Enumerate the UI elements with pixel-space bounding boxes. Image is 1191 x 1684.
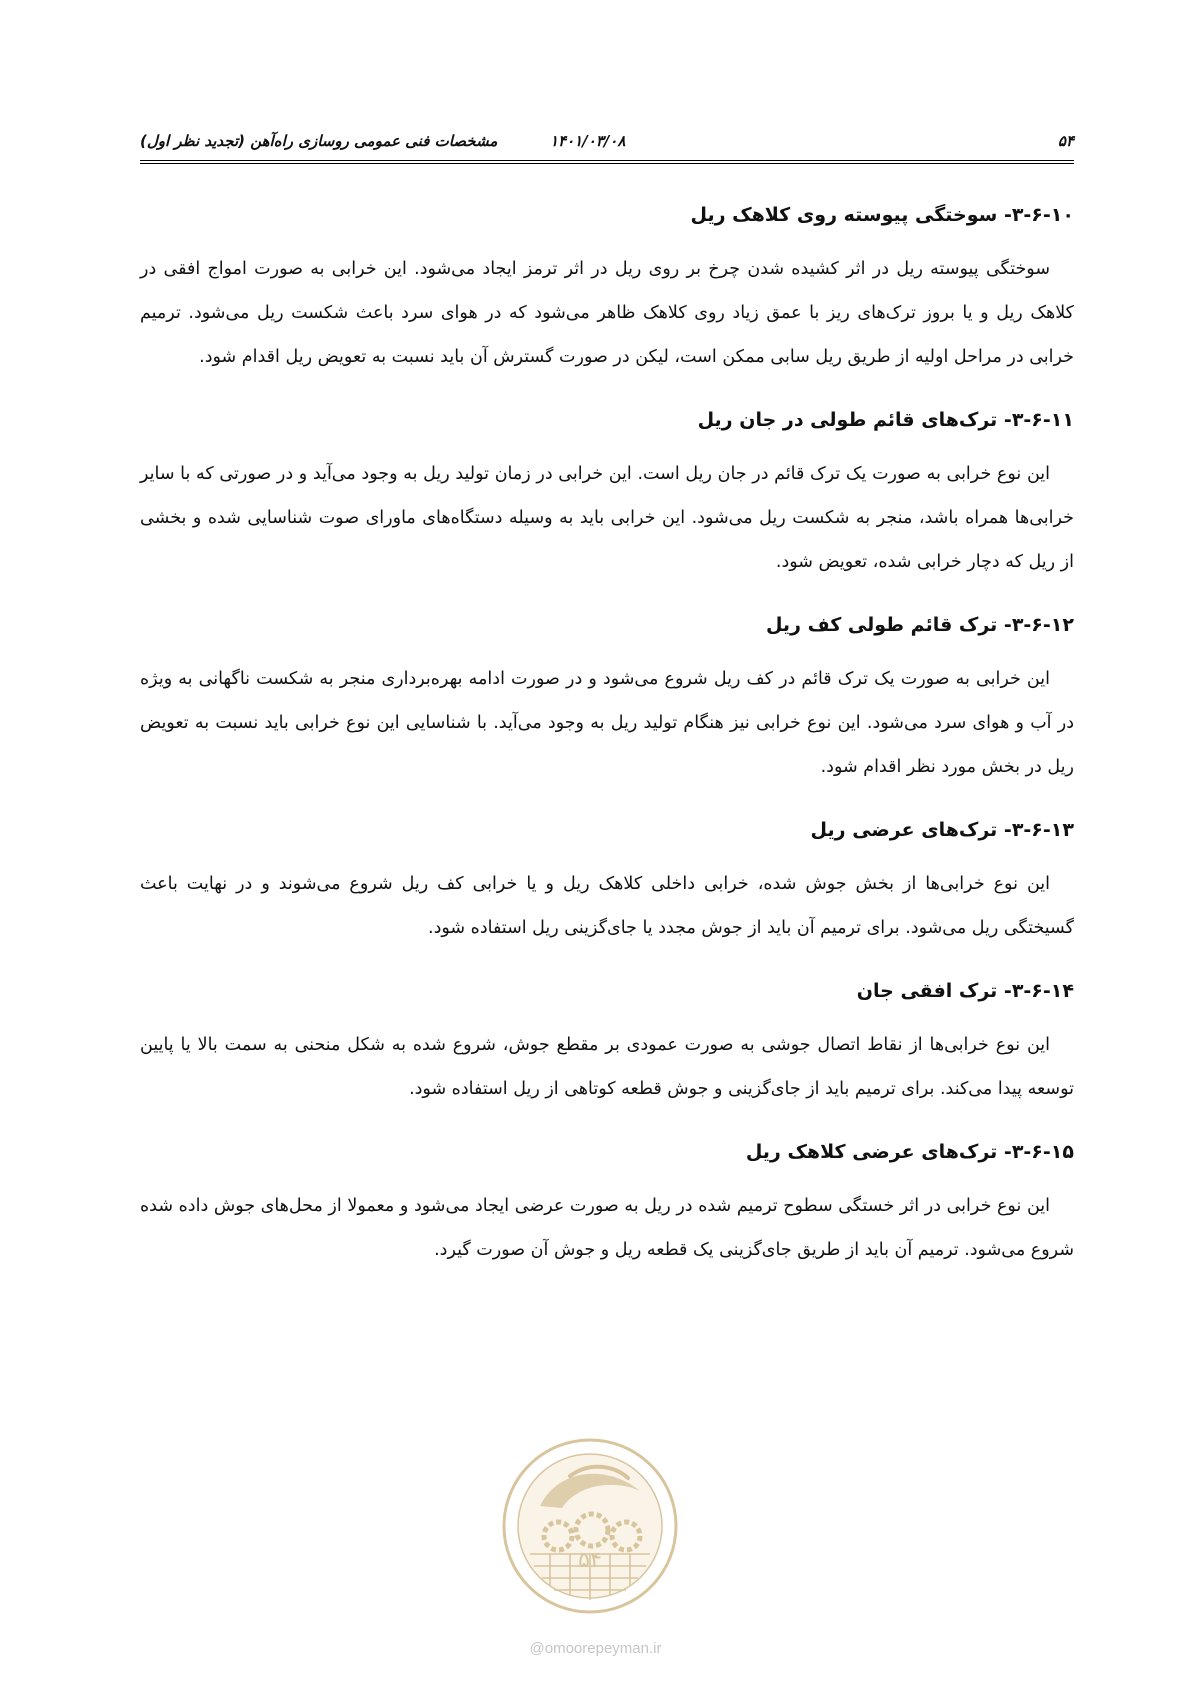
section-3-6-14 bbox=[140, 974, 1074, 1111]
header-document-title: مشخصات فنی عمومی روسازی راه‌آهن (تجدید نظر اول) bbox=[140, 132, 498, 150]
section-3-6-10 bbox=[140, 198, 1074, 379]
stamp-emblem-icon bbox=[500, 1436, 680, 1616]
section-paragraph: این نوع خرابی‌ها از نقاط اتصال جوشی به صورت عمودی بر مقطع جوش، شروع شده به شکل منحنی به سمت بالا یا پایین توسعه پیدا می‌کند. برای ترمیم باید از جای‌گزینی و جوش قطعه کوتاهی از ریل استفاده شود. bbox=[140, 1035, 1074, 1099]
section-heading: ۳-۶-۱۵- ترک‌های عرضی کلاهک ریل bbox=[745, 1141, 1074, 1163]
section-3-6-12 bbox=[140, 608, 1074, 789]
section-paragraph: این نوع خرابی در اثر خستگی سطوح ترمیم شده در ریل به صورت عرضی ایجاد می‌شود و معمولا از محل‌های جوش داده شده شروع می‌شود. ترمیم آن باید از طریق جای‌گزینی یک قطعه ریل و جوش آن صورت گیرد. bbox=[140, 1196, 1074, 1260]
section-3-6-13 bbox=[140, 813, 1074, 950]
header-date: ۱۴۰۱/۰۳/۰۸ bbox=[550, 132, 626, 150]
header-page-number: ۵۴ bbox=[1057, 132, 1074, 150]
section-paragraph: سوختگی پیوسته ریل در اثر کشیده شدن چرخ بر روی ریل در اثر ترمز ایجاد می‌شود. این خرابی به صورت امواج افقی در کلاهک ریل و یا بروز ترک‌های ریز با عمق زیاد روی کلاهک ظاهر می‌شود که در هوای سرد باعث شکست ریل می‌شود. ترمیم خرابی در مراحل اولیه از طریق ریل سابی ممکن است، لیکن در صورت گسترش آن باید نسبت به تعویض ریل اقدام شود. bbox=[140, 259, 1074, 367]
publisher-stamp-logo bbox=[500, 1436, 680, 1616]
section-3-6-15 bbox=[140, 1135, 1074, 1272]
section-paragraph: این نوع خرابی‌ها از بخش جوش شده، خرابی داخلی کلاهک ریل و یا خرابی کف ریل شروع می‌شوند و در نهایت باعث گسیختگی ریل می‌شود. برای ترمیم آن باید از جوش مجدد یا جای‌گزینی ریل استفاده شود. bbox=[140, 874, 1074, 938]
stamp-page-number: ۵۴ bbox=[578, 1548, 602, 1573]
section-heading: ۳-۶-۱۳- ترک‌های عرضی ریل bbox=[810, 819, 1074, 841]
page-header bbox=[140, 128, 1074, 164]
section-paragraph: این خرابی به صورت یک ترک قائم در کف ریل شروع می‌شود و در صورت ادامه بهره‌برداری منجر به شکست ناگهانی به ویژه در آب و هوای سرد می‌شود. این نوع خرابی نیز هنگام تولید ریل به وجود می‌آید. با شناسایی این نوع خرابی باید نسبت به تعویض ریل در بخش مورد نظر اقدام شود. bbox=[140, 669, 1074, 777]
section-heading: ۳-۶-۱۴- ترک افقی جان bbox=[856, 980, 1074, 1002]
section-heading: ۳-۶-۱۰- سوختگی پیوسته روی کلاهک ریل bbox=[690, 204, 1074, 226]
site-watermark: @omoorepeyman.ir bbox=[529, 1640, 662, 1657]
section-paragraph: این نوع خرابی به صورت یک ترک قائم در جان ریل است. این خرابی در زمان تولید ریل به وجود می‌آید و در صورتی که با سایر خرابی‌ها همراه باشد، منجر به شکست ریل می‌شود. این خرابی باید به وسیله دستگاه‌های ماورای صوت شناسایی شده و بخشی از ریل که دچار خرابی شده، تعویض شود. bbox=[140, 464, 1074, 572]
section-3-6-11 bbox=[140, 403, 1074, 584]
section-heading: ۳-۶-۱۲- ترک قائم طولی کف ریل bbox=[765, 614, 1074, 636]
document-body bbox=[140, 198, 1074, 1296]
section-heading: ۳-۶-۱۱- ترک‌های قائم طولی در جان ریل bbox=[697, 409, 1074, 431]
